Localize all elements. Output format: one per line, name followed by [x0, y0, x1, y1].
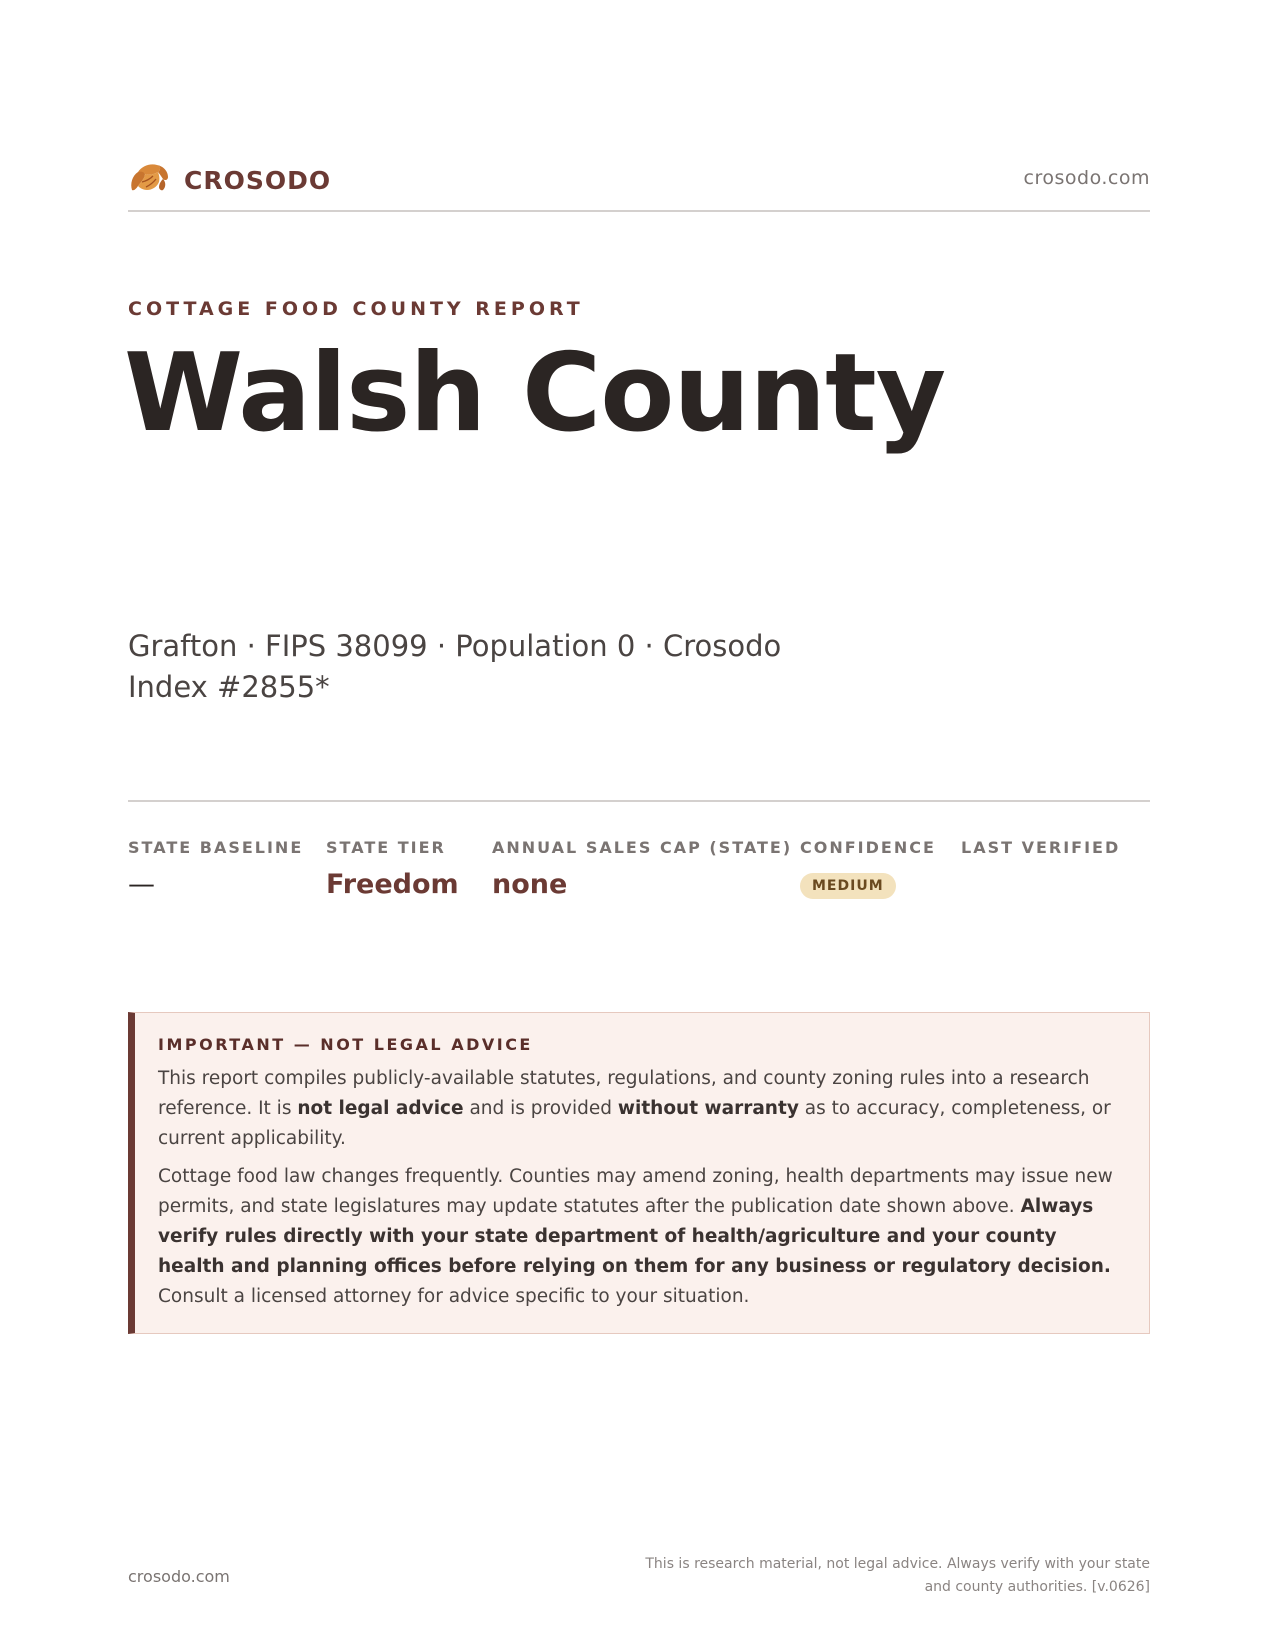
stat-state-tier — [326, 838, 459, 900]
legal-notice — [128, 1012, 1150, 1334]
stat-value: Freedom — [326, 869, 459, 900]
footer-site-url[interactable]: crosodo.com — [128, 1567, 230, 1586]
county-subtitle: Grafton · FIPS 38099 · Population 0 · Crosodo Index #2855* — [128, 629, 782, 704]
stats-divider — [128, 800, 1150, 802]
stat-annual-sales-cap — [492, 838, 792, 900]
stat-state-baseline — [128, 838, 303, 900]
site-url-link[interactable]: crosodo.com — [1023, 167, 1150, 189]
stat-label: ANNUAL SALES CAP (STATE) — [492, 838, 793, 857]
notice-paragraph-2: Cottage food law changes frequently. Counties may amend zoning, health departments may issue new permits, and state legislatures may update statutes after the publication date shown above. Always verify rules directly with your state department of health/agriculture and your county health and planning offices before relying on them for any business or regulatory decision. Consult a licensed attorney for advice specific to your situation. — [158, 1166, 1113, 1307]
notice-paragraph-1: This report compiles publicly-available statutes, regulations, and county zoning rules into a research reference. It is not legal advice and is provided without warranty as to accuracy, completeness, or current applicability. — [158, 1068, 1111, 1149]
brand-name: CROSODO — [184, 165, 332, 195]
stat-label: STATE BASELINE — [128, 838, 304, 857]
footer-disclaimer: This is research material, not legal advice. Always verify with your state and county authorities. [v.0626] — [645, 1556, 1150, 1595]
page-header — [128, 156, 1150, 212]
brand[interactable] — [128, 160, 331, 200]
report-eyebrow: COTTAGE FOOD COUNTY REPORT — [128, 298, 584, 320]
county-title: Walsh County — [124, 331, 946, 456]
stat-label: CONFIDENCE — [800, 838, 936, 857]
stat-label: LAST VERIFIED — [961, 838, 1121, 857]
report-page — [124, 0, 1150, 1650]
croissant-icon — [128, 160, 170, 200]
stat-value: — — [128, 869, 155, 900]
notice-heading: IMPORTANT — NOT LEGAL ADVICE — [158, 1035, 533, 1054]
confidence-badge: MEDIUM — [800, 873, 896, 899]
stat-value: none — [492, 869, 568, 900]
stat-confidence — [800, 838, 936, 899]
stat-label: STATE TIER — [326, 838, 446, 857]
stat-last-verified — [961, 838, 1120, 869]
